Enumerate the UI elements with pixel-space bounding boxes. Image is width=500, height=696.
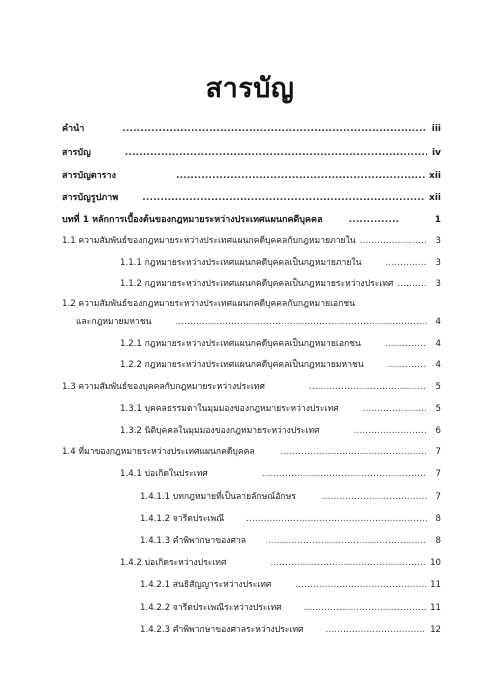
toc-entry-label: 1.1 ความสัมพันธ์ของกฎหมายระหว่างประเทศแผนกคดีบุคคลกับกฎหมายภายใน [62,236,356,246]
toc-entry-1-4-1[interactable] [120,469,441,480]
toc-leader-dots [175,317,427,328]
toc-entry-1-1[interactable] [62,236,441,247]
toc-entry-label: 1.4.2.1 สนธิสัญญาระหว่างประเทศ [140,580,272,590]
toc-entry-page: 5 [435,404,441,414]
toc-leader-dots [281,447,427,458]
toc-leader-dots [397,279,427,290]
toc-entry-label: 1.4 ที่มาของกฎหมายระหว่างประเทศแผนกคดีบุคคล [62,447,255,457]
toc-entry-list-of-figures[interactable] [62,193,441,204]
toc-entry-page: 4 [435,360,441,370]
toc-leader-dots [176,171,425,182]
toc-leader-dots [363,404,427,415]
toc-leader-dots [309,382,427,393]
toc-entry-page: 8 [435,514,441,524]
toc-leader-dots [360,236,427,247]
toc-entry-1-3-2[interactable] [120,426,441,437]
toc-entry-label: 1.4.2 บ่อเกิดระหว่างประเทศ [120,558,227,568]
toc-entry-label: 1.4.1.3 คำพิพากษาของศาล [140,536,246,546]
toc-leader-dots [142,193,425,204]
toc-leader-dots [262,469,427,480]
toc-leader-dots [270,558,426,569]
toc-entry-1-2-line1: 1.2 ความสัมพันธ์ของกฎหมายระหว่างประเทศแผนกคดีบุคคลกับกฎหมายเอกชน [62,299,356,309]
toc-entry-label: 1.2.2 กฎหมายระหว่างประเทศแผนกคดีบุคคลเป็นกฎหมายมหาชน [120,360,364,370]
toc-entry-1-4-2-1[interactable] [140,580,441,591]
toc-entry-1-1-1[interactable] [120,258,441,269]
toc-entry-page: 4 [435,339,441,349]
toc-entry-page: 7 [435,492,441,502]
toc-entry-1-4[interactable] [62,447,441,458]
toc-entry-1-1-2[interactable] [120,279,441,290]
toc-entry-1-4-2[interactable] [120,558,441,569]
toc-entry-page: 3 [435,258,441,268]
toc-entry-label: สารบัญตาราง [62,171,116,181]
toc-entry-contents[interactable] [62,148,441,159]
toc-entry-label: 1.2.1 กฎหมายระหว่างประเทศแผนกคดีบุคคลเป็นกฎหมายเอกชน [120,339,361,349]
toc-entry-page: 6 [435,426,441,436]
toc-entry-page: 4 [435,317,441,327]
toc-entry-page: iii [431,124,441,134]
toc-entry-label: 1.3.1 บุคคลธรรมดาในมุมมองของกฎหมายระหว่างประเทศ [120,404,339,414]
toc-leader-dots [385,339,427,350]
toc-entry-label: 1.4.1.2 จารีตประเพณี [140,514,225,524]
toc-entry-page: 12 [430,625,441,635]
toc-entry-1-2-1[interactable] [120,339,441,350]
toc-entry-page: 1 [434,215,441,225]
toc-entry-1-2[interactable] [76,317,441,328]
toc-entry-page: 11 [430,580,441,590]
toc-entry-1-3[interactable] [62,382,441,393]
toc-entry-1-4-2-2[interactable] [140,603,441,614]
toc-leader-dots [354,426,427,437]
toc-leader-dots [322,492,427,503]
toc-entry-page: 8 [435,536,441,546]
toc-entry-label: 1.1.2 กฎหมายระหว่างประเทศแผนกคดีบุคคลเป็นกฎหมายระหว่างประเทศ [120,279,394,289]
toc-leader-dots [268,536,427,547]
toc-entry-1-3-1[interactable] [120,404,441,415]
toc-entry-1-4-2-3[interactable] [140,625,441,636]
toc-leader-dots [388,360,427,371]
toc-leader-dots [125,148,427,159]
toc-entry-label: 1.1.1 กฎหมายระหว่างประเทศแผนกคดีบุคคลเป็นกฎหมายภายใน [120,258,362,268]
toc-entry-label: คำนำ [62,124,85,134]
toc-entry-chapter-1[interactable] [62,215,441,226]
toc-entry-label: สารบัญ [62,148,91,158]
toc-entry-label: 1.3 ความสัมพันธ์ของบุคคลกับกฎหมายระหว่างประเทศ [62,382,265,392]
toc-entry-1-2-2[interactable] [120,360,441,371]
toc-entry-page: iv [432,148,441,158]
toc-leader-dots [326,625,427,636]
toc-entry-page: xii [429,193,441,203]
toc-entry-1-4-1-3[interactable] [140,536,441,547]
toc-leader-dots [385,258,427,269]
page-title: สารบัญ [205,73,295,104]
toc-entry-page: 7 [435,447,441,457]
toc-entry-label: บทที่ 1 หลักการเบื้องต้นของกฎหมายระหว่างประเทศแผนกคดีบุคคล [62,215,323,225]
toc-leader-dots [349,215,399,226]
toc-entry-label: 1.4.2.2 จารีตประเพณีระหว่างประเทศ [140,603,282,613]
toc-entry-list-of-tables[interactable] [62,171,441,182]
toc-leader-dots [122,124,427,135]
toc-entry-page: 3 [435,279,441,289]
toc-entry-label: สารบัญรูปภาพ [62,193,119,203]
toc-entry-page: 11 [430,603,441,613]
toc-entry-label: 1.4.1 บ่อเกิดในประเทศ [120,469,208,479]
toc-entry-page: 7 [435,469,441,479]
toc-entry-label: และกฎหมายมหาชน [76,317,152,327]
toc-entry-page: 5 [435,382,441,392]
toc-entry-label: 1.4.1.1 บทกฎหมายที่เป็นลายลักษณ์อักษร [140,492,296,502]
toc-entry-1-4-1-1[interactable] [140,492,441,503]
toc-entry-preface[interactable] [62,124,441,135]
toc-entry-page: 10 [430,558,441,568]
toc-entry-label: 1.4.2.3 คำพิพากษาของศาลระหว่างประเทศ [140,625,304,635]
toc-leader-dots [246,514,427,525]
toc-entry-label: 1.3.2 นิติบุคคลในมุมมองของกฎหมายระหว่างประเทศ [120,426,320,436]
toc-entry-page: 3 [435,236,441,246]
toc-entry-1-4-1-2[interactable] [140,514,441,525]
toc-leader-dots [304,603,426,614]
toc-leader-dots [295,580,426,591]
toc-entry-page: xii [429,171,441,181]
